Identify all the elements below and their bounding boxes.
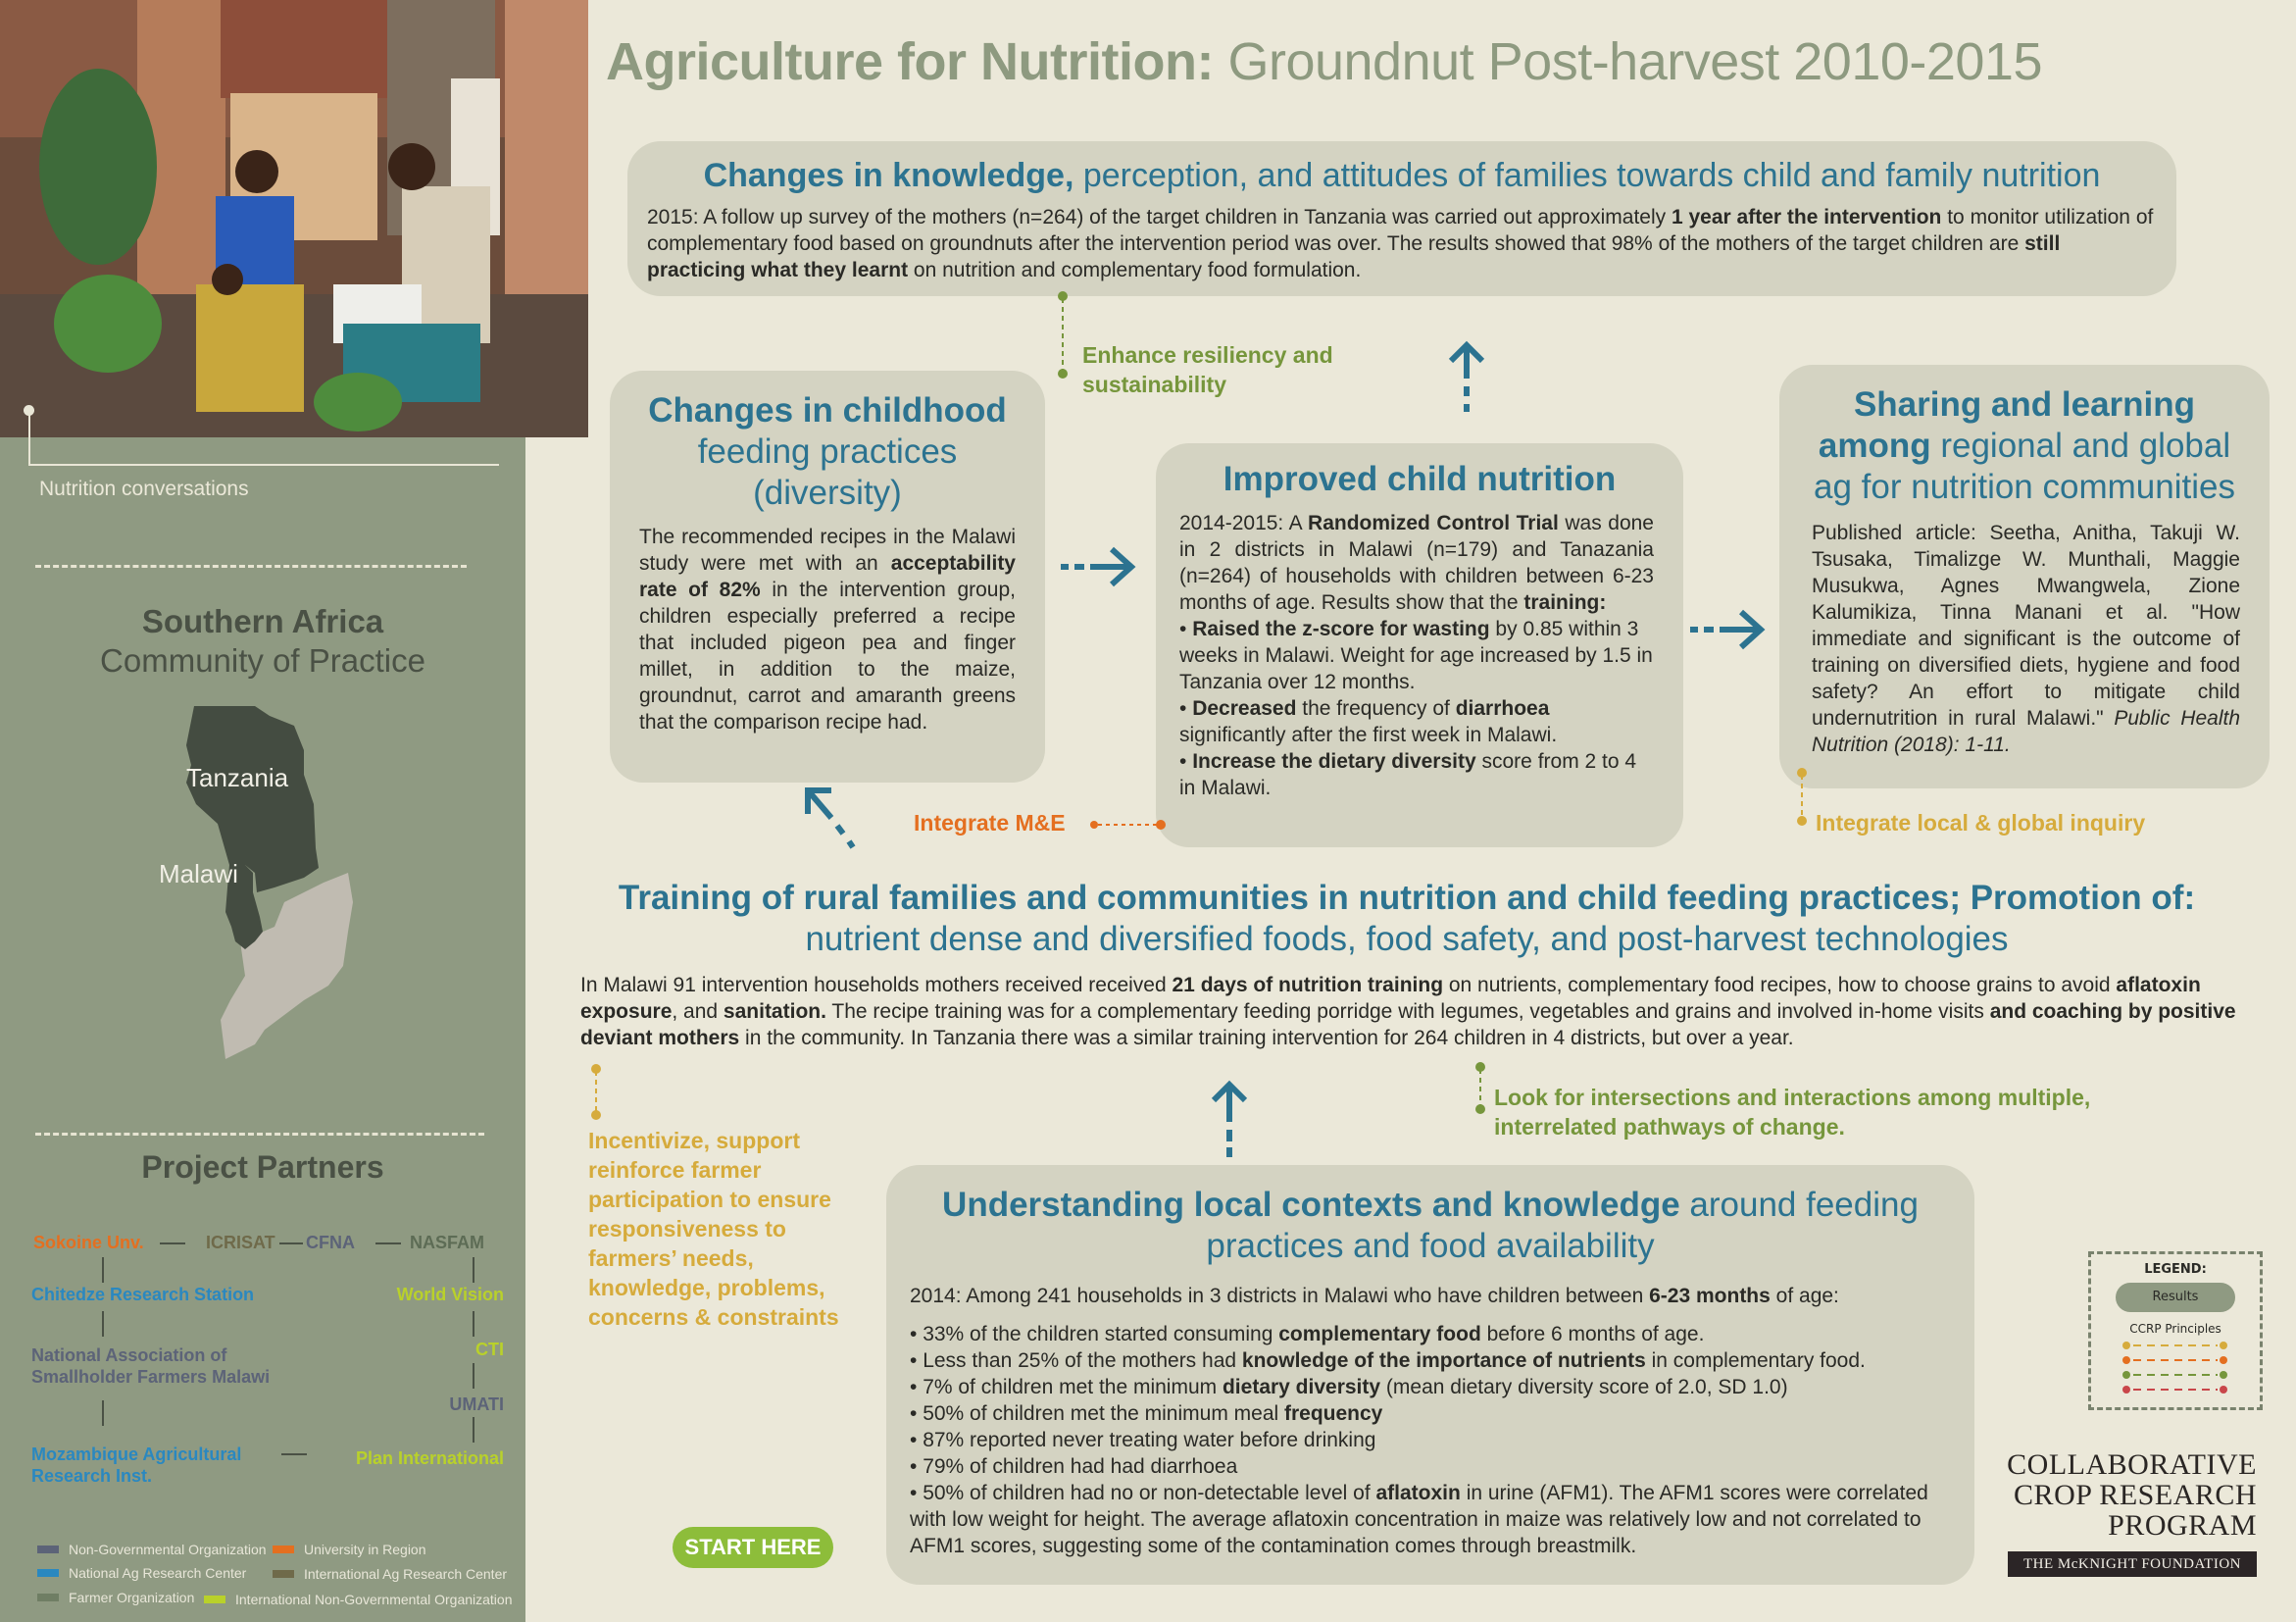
principle-inquiry: Integrate local & global inquiry	[1816, 810, 2146, 836]
sharing-learning-card	[1779, 365, 2270, 788]
knowledge-card-body	[647, 204, 2157, 283]
text-bold: Randomized Control Trial	[1308, 512, 1559, 534]
title-bold: Understanding local contexts and knowledge	[942, 1186, 1680, 1224]
partner-legend-ngo	[37, 1542, 267, 1557]
understanding-card-bullets	[910, 1321, 1949, 1559]
photo-nutrition-conversation	[0, 0, 588, 437]
legend-label: International Non-Governmental Organization	[235, 1592, 513, 1607]
legend-label: Farmer Organization	[69, 1590, 195, 1605]
partner-legend-intl-ngo	[204, 1592, 513, 1607]
partner-nasfam-full-line1: National Association of	[31, 1345, 227, 1365]
text: 79% of children had had diarrhoea	[923, 1455, 1238, 1478]
text: in complementary food.	[1645, 1349, 1866, 1372]
text-bold: aflatoxin exposure	[580, 974, 2201, 1023]
sharing-card-title	[1779, 384, 2270, 508]
partner-connector	[473, 1311, 474, 1337]
principle-resiliency: Enhance resiliency and sustainability	[1082, 342, 1333, 397]
text-bold: still practicing what they learnt	[647, 232, 2061, 281]
understanding-card-title	[886, 1185, 1974, 1267]
text-bold: 6-23 months	[1649, 1285, 1771, 1307]
logo-line: COLLABORATIVE	[2007, 1448, 2257, 1481]
page-title-rest: Groundnut Post-harvest 2010-2015	[1213, 32, 2043, 91]
principle-connector-green	[1057, 290, 1069, 380]
arrow-up-icon	[1447, 339, 1486, 420]
partner-connector	[102, 1311, 104, 1337]
legend-results-swatch: Results	[2116, 1283, 2235, 1312]
partner-legend-intl-ag	[273, 1566, 507, 1582]
separator	[35, 1133, 484, 1136]
text: 50% of children met the minimum meal	[923, 1402, 1284, 1425]
text-bold: diarrhoea	[1455, 697, 1550, 720]
text: of age:	[1770, 1285, 1839, 1307]
text-bold: aflatoxin	[1375, 1482, 1461, 1504]
improved-nutrition-card	[1156, 443, 1683, 847]
feeding-card-title	[610, 390, 1045, 514]
legend-swatch	[37, 1569, 59, 1577]
understanding-bullet: • 87% reported never treating water before drinking	[910, 1429, 1376, 1451]
text: by 0.85 within 3 weeks in Malawi. Weight for age increased by 1.5 in Tanzania over 12 months.	[1179, 618, 1653, 693]
nutrition-bullet: • Raised the z-score for wasting by 0.85 within 3 weeks in Malawi. Weight for age increased by 1.5 in Tanzania over 12 months.	[1179, 618, 1653, 693]
title-rest: feeding practices (diversity)	[697, 432, 958, 512]
feeding-card-body	[639, 524, 1016, 735]
principle-me: Integrate M&E	[914, 810, 1066, 836]
partner-connector	[279, 1242, 303, 1244]
legend-label: National Ag Research Center	[69, 1565, 247, 1581]
text: was done in 2 districts in Malawi (n=179) and Tanazania (n=264) of households with children between 6-23 months of age. Results show that the	[1179, 512, 1654, 614]
legend-line-gold	[2121, 1341, 2229, 1350]
logo-line: PROGRAM	[2108, 1509, 2257, 1542]
partner-world-vision: World Vision	[396, 1285, 504, 1304]
start-here-button[interactable]: START HERE	[673, 1527, 833, 1568]
partner-legend-university	[273, 1542, 426, 1557]
title-bold: Changes in childhood	[648, 391, 1007, 430]
text-bold: knowledge of the importance of nutrients	[1241, 1349, 1646, 1372]
partner-connector	[102, 1400, 104, 1426]
principle-connector-green	[1474, 1061, 1486, 1116]
understanding-bullet: • 79% of children had had diarrhoea	[910, 1455, 1238, 1478]
legend-swatch	[273, 1570, 294, 1578]
legend-line-red	[2121, 1385, 2229, 1394]
nutrition-card-title: Improved child nutrition	[1223, 460, 1617, 498]
page-title-bold: Agriculture for Nutrition:	[606, 32, 1214, 91]
text: Less than 25% of the mothers had	[923, 1349, 1242, 1372]
partner-legend-national-ag	[37, 1565, 246, 1581]
text: The recipe training was for a complementary feeding porridge with legumes, vegetables and grains and involved in-home visits	[825, 1000, 1990, 1023]
text-bold: Raised the z-score for wasting	[1192, 618, 1490, 640]
partner-sokoine: Sokoine Unv.	[33, 1233, 144, 1252]
text: in the intervention group, children especially preferred a recipe that included pigeon pea and finger millet, in addition to the maize, groundnut, carrot and amaranth greens that the comparison recipe had.	[639, 579, 1016, 734]
text-bold: sanitation.	[723, 1000, 826, 1023]
partner-legend-farmer-org	[37, 1590, 194, 1605]
text: significantly after the first week in Malawi.	[1179, 724, 1558, 746]
sharing-card-citation	[1812, 520, 2240, 758]
partner-connector	[375, 1242, 401, 1244]
legend-swatch	[37, 1546, 59, 1553]
journal-name: Public Health Nutrition (2018): 1-11.	[1812, 707, 2241, 756]
text: score from 2 to 4 in Malawi.	[1179, 750, 1637, 799]
partners-title: Project Partners	[141, 1149, 384, 1185]
legend-label: University in Region	[304, 1542, 426, 1557]
text-bold: and coaching by positive deviant mothers	[580, 1000, 2236, 1049]
partner-nasfam-full-line2: Smallholder Farmers Malawi	[31, 1367, 271, 1387]
title-rest: perception, and attitudes of families towards child and family nutrition	[1073, 157, 2101, 194]
text: 33% of the children started consuming	[923, 1323, 1279, 1345]
text: in the community. In Tanzania there was a similar training intervention for 264 children in 4 districts, but over a year.	[739, 1027, 1794, 1049]
photo-illustration	[0, 0, 588, 437]
text-bold: 21 days of nutrition training	[1172, 974, 1444, 996]
understanding-bullet: • 50% of children had no or non-detectable level of aflatoxin in urine (AFM1). The AFM1 scores were correlated with low weight for height. The average aflatoxin concentration in maize was relatively low and not correlated to AFM1 scores, suggesting some of the contamination comes through breastmilk.	[910, 1482, 1928, 1557]
legend-label: Non-Governmental Organization	[69, 1542, 267, 1557]
partner-connector	[281, 1453, 307, 1455]
knowledge-change-card	[627, 141, 2176, 296]
text-bold: Decreased	[1192, 697, 1297, 720]
feeding-practices-card	[610, 371, 1045, 783]
nutrition-bullet: • Decreased the frequency of diarrhoea significantly after the first week in Malawi.	[1179, 697, 1558, 746]
arrow-right-icon	[1059, 545, 1137, 588]
training-title: Training of rural families and communities in nutrition and child feeding practices; Promotion of:	[618, 879, 2196, 917]
partner-icrisat: ICRISAT	[206, 1233, 275, 1252]
text: The recommended recipes in the Malawi study were met with an	[639, 526, 1016, 575]
text: , and	[672, 1000, 724, 1023]
text: 2014: Among 241 households in 3 districts in Malawi who have children between	[910, 1285, 1650, 1307]
understanding-card-intro	[910, 1283, 1949, 1309]
arrow-up-left-icon	[802, 785, 861, 857]
text: 87% reported never treating water before drinking	[923, 1429, 1376, 1451]
text-bold: acceptability rate of 82%	[639, 552, 1016, 601]
text: on nutrition and complementary food formulation.	[908, 259, 1362, 281]
legend-swatch	[37, 1594, 59, 1601]
region-subtitle: Community of Practice	[100, 642, 425, 679]
text: Published article: Seetha, Anitha, Takuji W. Tsusaka, Timalizge W. Munthali, Maggie Musukwa, Agnes Mwangwela, Zione Kalumikiza, Tinna Manani et al. "How immediate and significant is the outcome of training on diversified diets, hygiene and food safety? An effort to mitigate child undernutrition in rural Malawi."	[1812, 522, 2240, 730]
partner-mozambique	[31, 1444, 241, 1487]
text: to monitor utilization of complementary food based on groundnuts after the intervention period was over. The results showed that 98% of the mothers of the target children are	[647, 206, 2154, 255]
arrow-right-icon	[1688, 608, 1767, 651]
text: the frequency of	[1296, 697, 1456, 720]
partner-connector	[102, 1257, 104, 1283]
separator	[35, 565, 467, 568]
understanding-bullet: • 7% of children met the minimum dietary diversity (mean dietary diversity score of 2.0, SD 1.0)	[910, 1376, 1788, 1398]
title-bold: Changes in knowledge,	[703, 157, 1074, 194]
partner-plan-international: Plan International	[355, 1448, 504, 1468]
principle-incentivize: Incentivize, support reinforce farmer participation to ensure responsiveness to farmers’ needs, knowledge, problems, concerns & constraints	[588, 1128, 839, 1330]
partner-umati: UMATI	[449, 1394, 504, 1414]
partner-cti: CTI	[475, 1340, 504, 1359]
text-bold: 1 year after the intervention	[1671, 206, 1942, 228]
partner-connector	[473, 1363, 474, 1389]
text: 2015: A follow up survey of the mothers (n=264) of the target children in Tanzania was carried out approximately	[647, 206, 1672, 228]
principle-connector-gold	[590, 1063, 602, 1122]
legend-line-orange	[2121, 1355, 2229, 1365]
principle-connector-gold	[1796, 767, 1808, 828]
arrow-up-icon	[1210, 1079, 1249, 1161]
map-label-malawi: Malawi	[159, 859, 238, 888]
principle-intersections: Look for intersections and interactions among multiple, interrelated pathways of change.	[1494, 1085, 2091, 1140]
region-title: Southern Africa	[141, 603, 384, 639]
ccrp-logo	[1990, 1449, 2257, 1541]
partner-chitedze: Chitedze Research Station	[31, 1285, 255, 1304]
nutrition-bullet: • Increase the dietary diversity score from 2 to 4 in Malawi.	[1179, 750, 1637, 799]
map-label-tanzania: Tanzania	[186, 763, 289, 792]
principle-connector-orange	[1088, 818, 1167, 832]
partner-nasfam: NASFAM	[410, 1233, 484, 1252]
training-subtitle: nutrient dense and diversified foods, food safety, and post-harvest technologies	[805, 920, 2009, 958]
legend-label: International Ag Research Center	[304, 1566, 508, 1582]
legend-principles-label: CCRP Principles	[2129, 1322, 2221, 1336]
logo-line: CROP RESEARCH	[2014, 1479, 2257, 1511]
text-bold: complementary food	[1278, 1323, 1481, 1345]
partner-connector	[473, 1417, 474, 1443]
text-bold: Increase the dietary diversity	[1192, 750, 1476, 773]
partner-cfna: CFNA	[306, 1233, 355, 1252]
text: before 6 months of age.	[1480, 1323, 1705, 1345]
text-bold: training:	[1523, 591, 1607, 614]
text: on nutrients, complementary food recipes, how to choose grains to avoid	[1443, 974, 2117, 996]
legend-swatch	[204, 1596, 225, 1603]
title-rest: around feeding practices and food availability	[1206, 1186, 1919, 1265]
text: In Malawi 91 intervention households mothers received received	[580, 974, 1173, 996]
partner-mozambique-line2: Research Inst.	[31, 1466, 153, 1486]
text: 7% of children met the minimum	[923, 1376, 1223, 1398]
text: in urine (AFM1). The AFM1 scores were correlated with low weight for height. The average aflatoxin concentration in maize was relatively low and not correlated to AFM1 scores, suggesting some of the contamination comes through breastmilk.	[910, 1482, 1928, 1557]
mcknight-foundation-banner: THE McKNIGHT FOUNDATION	[2008, 1551, 2257, 1577]
diagram-legend	[2088, 1251, 2263, 1410]
partner-connector	[160, 1242, 185, 1244]
title-bold: Sharing and learning among	[1818, 385, 2196, 465]
page-title	[606, 31, 2042, 92]
text-bold: dietary diversity	[1222, 1376, 1381, 1398]
photo-caption: Nutrition conversations	[39, 478, 249, 500]
nutrition-card-body	[1179, 510, 1654, 801]
legend-title: LEGEND:	[2144, 1262, 2207, 1277]
partner-nasfam-full	[31, 1344, 270, 1388]
training-heading	[578, 877, 2235, 959]
partner-connector	[473, 1257, 474, 1283]
understanding-bullet: • 33% of the children started consuming complementary food before 6 months of age.	[910, 1323, 1705, 1345]
understanding-contexts-card	[886, 1165, 1974, 1585]
title-rest: regional and global ag for nutrition communities	[1814, 427, 2235, 506]
legend-swatch	[273, 1546, 294, 1553]
text: (mean dietary diversity score of 2.0, SD 1.0)	[1380, 1376, 1788, 1398]
training-body	[580, 972, 2237, 1051]
understanding-bullet: • 50% of children met the minimum meal frequency	[910, 1402, 1383, 1425]
legend-line-green	[2121, 1370, 2229, 1380]
caption-connector-horizontal	[28, 464, 499, 466]
understanding-bullet: • Less than 25% of the mothers had knowledge of the importance of nutrients in complementary food.	[910, 1349, 1866, 1372]
partner-mozambique-line1: Mozambique Agricultural	[31, 1445, 242, 1464]
caption-connector-vertical	[28, 410, 30, 465]
text: 2014-2015: A	[1179, 512, 1309, 534]
knowledge-card-title	[627, 155, 2176, 196]
text-bold: frequency	[1284, 1402, 1383, 1425]
text: 50% of children had no or non-detectable level of	[923, 1482, 1376, 1504]
